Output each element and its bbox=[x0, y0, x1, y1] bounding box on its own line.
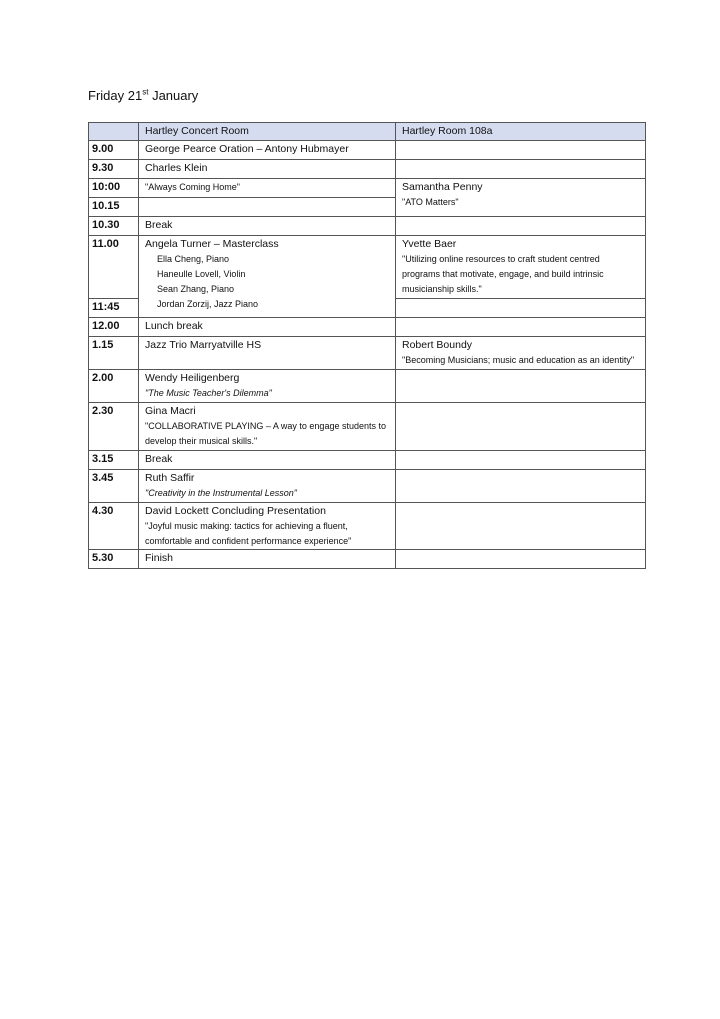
room-cell bbox=[396, 502, 646, 550]
room-session-title: Samantha Penny bbox=[402, 181, 483, 194]
concert-cell bbox=[139, 502, 396, 550]
time-cell: 2.30 bbox=[89, 402, 139, 450]
time-cell: 10:00 bbox=[89, 179, 139, 198]
table-row bbox=[89, 336, 646, 369]
time-cell: 10.30 bbox=[89, 216, 139, 235]
room-cell bbox=[396, 402, 646, 450]
header-time bbox=[89, 123, 139, 141]
time-cell: 9.30 bbox=[89, 160, 139, 179]
session-subtitle: "Always Coming Home" bbox=[145, 182, 240, 193]
time-cell: 3.15 bbox=[89, 450, 139, 469]
concert-cell bbox=[139, 198, 396, 217]
concert-cell bbox=[139, 216, 396, 235]
table-row bbox=[89, 216, 646, 235]
session-title: Break bbox=[145, 218, 173, 231]
title-month: January bbox=[152, 88, 199, 103]
schedule-table bbox=[88, 122, 646, 569]
table-row bbox=[89, 179, 646, 198]
performer: Sean Zhang, Piano bbox=[157, 283, 235, 294]
session-subtitle: "Creativity in the Instrumental Lesson" bbox=[145, 487, 297, 498]
room-session-subtitle: "Utilizing online resources to craft student centred programs that motivate, engage, and build intrinsic musicianship skills." bbox=[402, 254, 604, 294]
table-row bbox=[89, 402, 646, 450]
time-cell: 5.30 bbox=[89, 550, 139, 569]
concert-cell bbox=[139, 450, 396, 469]
table-row bbox=[89, 160, 646, 179]
concert-cell bbox=[139, 141, 396, 160]
room-cell bbox=[396, 369, 646, 402]
room-session-title: Robert Boundy bbox=[402, 338, 473, 351]
session-title: George Pearce Oration – Antony Hubmayer bbox=[145, 143, 349, 156]
time-cell: 4.30 bbox=[89, 502, 139, 550]
title-day: Friday 21 bbox=[88, 88, 143, 103]
session-subtitle: "The Music Teacher's Dilemma" bbox=[145, 387, 272, 398]
room-cell bbox=[396, 450, 646, 469]
room-cell bbox=[396, 141, 646, 160]
concert-cell bbox=[139, 336, 396, 369]
room-cell bbox=[396, 317, 646, 336]
concert-cell bbox=[139, 402, 396, 450]
concert-cell bbox=[139, 550, 396, 569]
performer: Jordan Zorzij, Jazz Piano bbox=[157, 298, 259, 309]
session-title: Break bbox=[145, 452, 173, 465]
session-title: Charles Klein bbox=[145, 162, 208, 175]
concert-cell bbox=[139, 317, 396, 336]
room-session-subtitle: "Becoming Musicians; music and education as an identity" bbox=[402, 354, 635, 365]
room-cell bbox=[396, 469, 646, 502]
concert-cell bbox=[139, 469, 396, 502]
room-session-title: Yvette Baer bbox=[402, 237, 457, 250]
table-row bbox=[89, 235, 646, 298]
time-cell: 11:45 bbox=[89, 298, 139, 317]
session-subtitle: "COLLABORATIVE PLAYING – A way to engage students to develop their musical skills." bbox=[145, 420, 386, 446]
session-title: Lunch break bbox=[145, 319, 203, 332]
header-room-108a: Hartley Room 108a bbox=[396, 123, 646, 141]
concert-cell bbox=[139, 369, 396, 402]
session-title: Finish bbox=[145, 552, 174, 565]
header-concert-room: Hartley Concert Room bbox=[139, 123, 396, 141]
table-row bbox=[89, 317, 646, 336]
room-cell bbox=[396, 298, 646, 317]
table-row bbox=[89, 369, 646, 402]
table-row bbox=[89, 141, 646, 160]
room-cell bbox=[396, 216, 646, 235]
room-cell bbox=[396, 179, 646, 217]
page-title bbox=[88, 88, 198, 103]
title-suffix: st bbox=[142, 87, 149, 97]
time-cell: 9.00 bbox=[89, 141, 139, 160]
table-row bbox=[89, 469, 646, 502]
schedule-table-wrapper bbox=[88, 122, 645, 569]
time-cell: 11.00 bbox=[89, 235, 139, 298]
performer: Ella Cheng, Piano bbox=[157, 254, 230, 265]
time-cell: 3.45 bbox=[89, 469, 139, 502]
session-title: Ruth Saffir bbox=[145, 471, 195, 484]
room-cell bbox=[396, 160, 646, 179]
room-cell bbox=[396, 336, 646, 369]
session-title: David Lockett Concluding Presentation bbox=[145, 504, 326, 517]
performer: Haneulle Lovell, Violin bbox=[157, 268, 246, 279]
room-cell bbox=[396, 550, 646, 569]
table-row bbox=[89, 550, 646, 569]
time-cell: 10.15 bbox=[89, 198, 139, 217]
session-title: Jazz Trio Marryatville HS bbox=[145, 338, 262, 351]
header-row bbox=[89, 123, 646, 141]
time-cell: 2.00 bbox=[89, 369, 139, 402]
table-row bbox=[89, 502, 646, 550]
session-subtitle: "Joyful music making: tactics for achieving a fluent, comfortable and confident performance experience" bbox=[145, 520, 352, 546]
session-title: Wendy Heiligenberg bbox=[145, 371, 240, 384]
concert-cell bbox=[139, 179, 396, 198]
table-row bbox=[89, 450, 646, 469]
room-session-subtitle: "ATO Matters" bbox=[402, 197, 459, 208]
time-cell: 1.15 bbox=[89, 336, 139, 369]
concert-cell bbox=[139, 160, 396, 179]
concert-cell bbox=[139, 235, 396, 317]
room-cell bbox=[396, 235, 646, 298]
session-title: Gina Macri bbox=[145, 404, 196, 417]
session-title: Angela Turner – Masterclass bbox=[145, 237, 279, 250]
time-cell: 12.00 bbox=[89, 317, 139, 336]
